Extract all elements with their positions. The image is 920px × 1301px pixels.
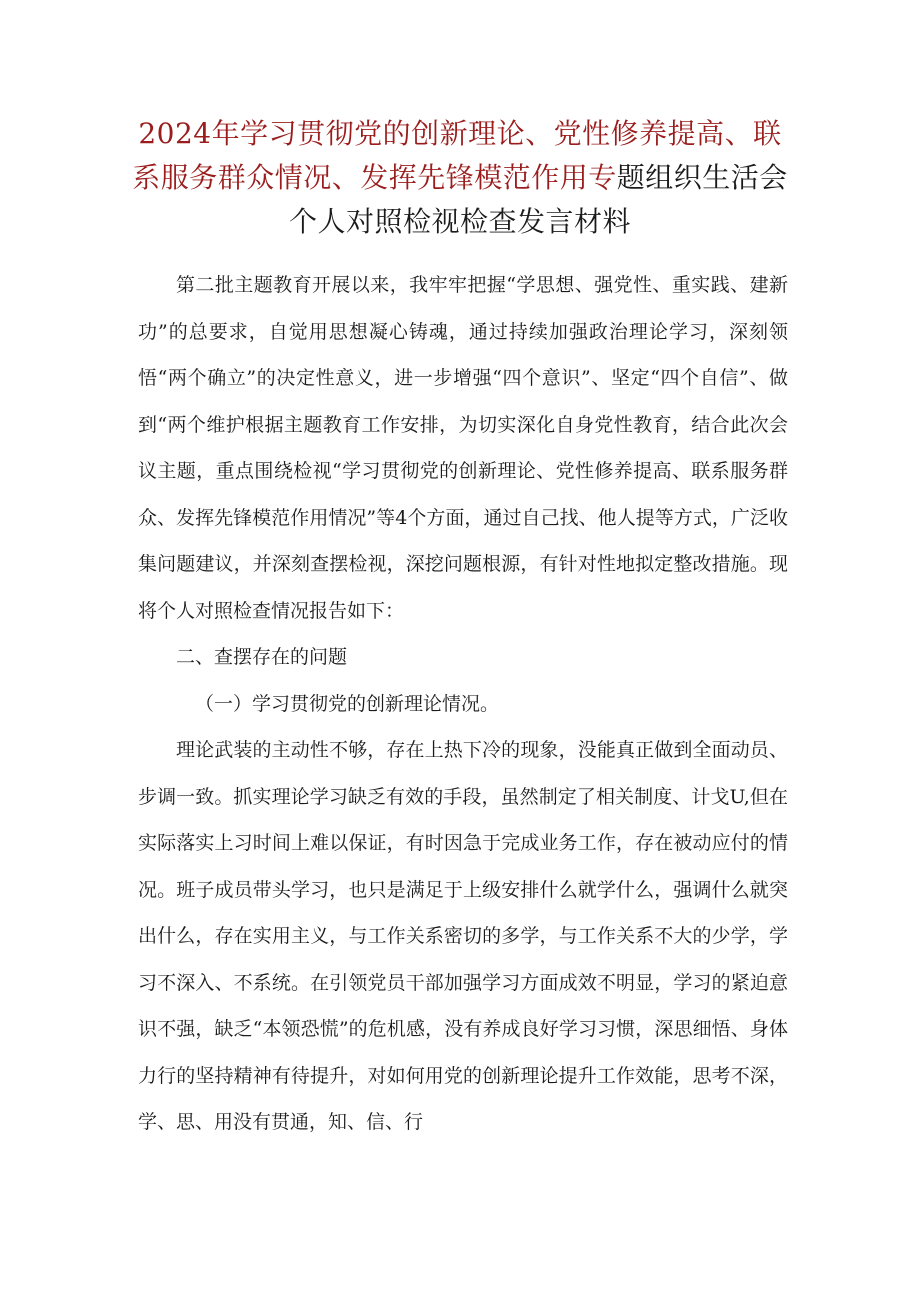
document-title	[130, 112, 790, 244]
section-heading: 二、查摆存在的问题	[176, 646, 348, 668]
title-line-2-red-text: 系服务群众情况、发挥先锋模范作用专	[132, 161, 617, 194]
title-line-1-text: 2024年学习贯彻党的创新理论、党性修养提高、联	[138, 117, 782, 150]
title-line-3	[130, 200, 790, 244]
title-line-2	[130, 156, 790, 200]
title-line-2-dark-text: 题组织生活会	[616, 161, 788, 194]
body-paragraph: 理论武装的主动性不够，存在上热下冷的现象，没能真正做到全面动员、步调一致。抓实理论学习缺乏有效的手段，虽然制定了相关制度、计戈U,但在实际落实上习时间上难以保证，有时因急于完成业务工作，存在被动应付的情况。班子成员带头学习，也只是满足于上级安排什么就学什么，强调什么就突出什么，存在实用主义，与工作关系密切的多学，与工作关系不大的少学，学习不深入、不系统。在引领党员干部加强学习方面成效不明显，学习的紧迫意识不强，缺乏“本领恐慌”的危机感，没有养成良好学习习惯，深思细悟、身体力行的坚持精神有待提升，对如何用党的创新理论提升工作效能，思考不深，学、思、用没有贯通，知、信、行	[138, 739, 788, 1133]
document-body	[138, 262, 788, 1146]
title-line-3-text: 个人对照检视检查发言材料	[288, 205, 631, 238]
subsection-heading: （一）学习贯彻党的创新理论情况。	[195, 692, 500, 715]
intro-paragraph: 第二批主题教育开展以来，我牢牢把握“学思想、强党性、重实践、建新功”的总要求，自觉用思想凝心铸魂，通过持续加强政治理论学习，深刻领悟“两个确立”的决定性意义，进一步增强“四个意识”、坚定“四个自信”、做到“两个维护根据主题教育工作安排，为切实深化自身党性教育，结合此次会议主题，重点围绕检视“学习贯彻党的创新理论、党性修养提高、联系服务群众、发挥先锋模范作用情况”等4个方面，通过自己找、他人提等方式，广泛收集问题建议，并深刻查摆检视，深挖问题根源，有针对性地拟定整改措施。现将个人对照检查情况报告如下：	[138, 274, 788, 622]
title-line-1	[130, 112, 790, 156]
